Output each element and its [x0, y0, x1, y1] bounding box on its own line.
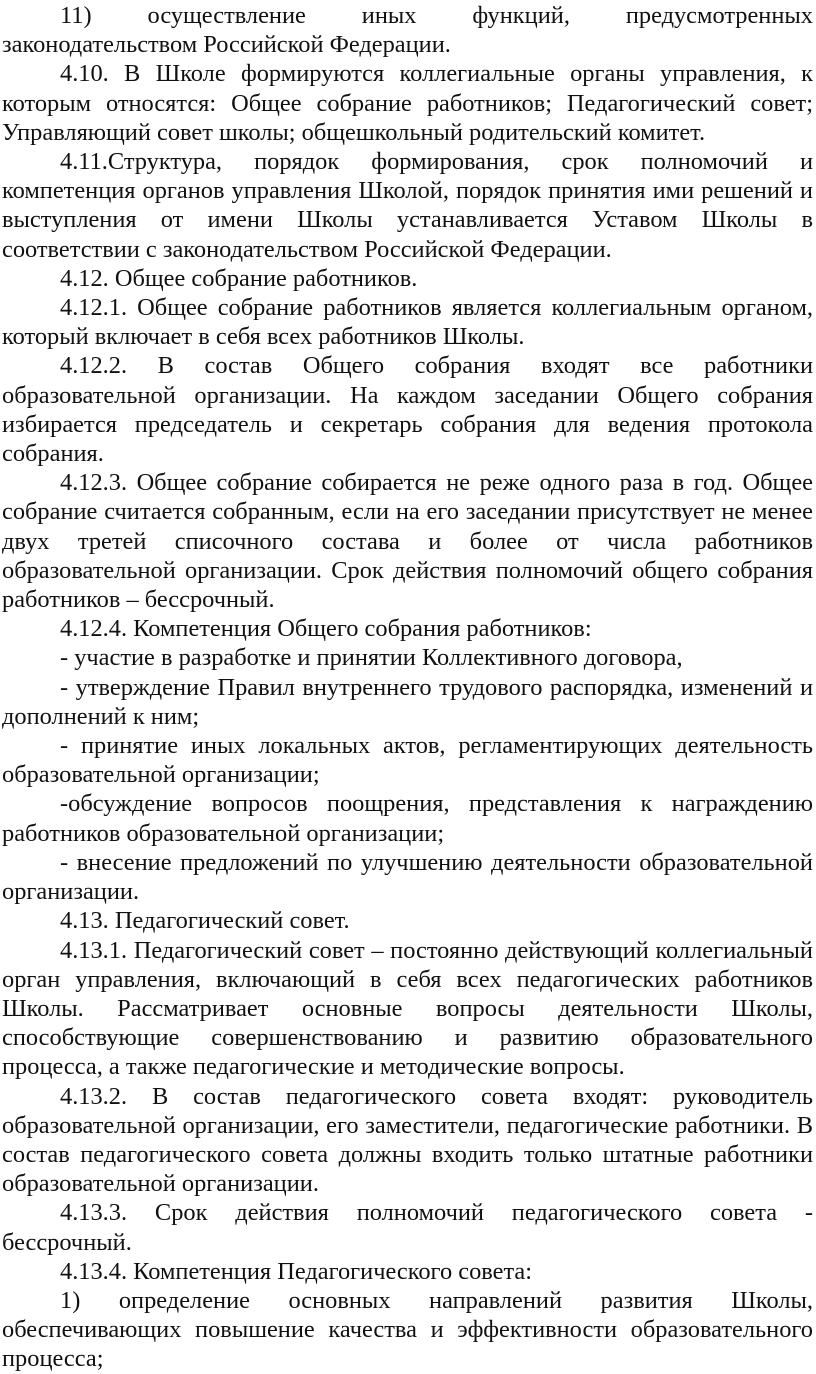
paragraph-4-13-1: 4.13.1. Педагогический совет – постоянно действующий коллегиальный орган управления, включающий в себя всех педагогических работников Школы. Рассматривает основные вопросы деятельности Школы, способствующие совершенствованию и развитию образовательного процесса, а также педагогические и методические вопросы.: [2, 936, 813, 1081]
section-heading-4-12: 4.12. Общее собрание работников.: [60, 264, 418, 292]
paragraph-4-12-4: 4.12.4. Компетенция Общего собрания работников:: [60, 615, 592, 643]
paragraph-4-12-2: 4.12.2. В состав Общего собрания входят все работники образовательной организации. На каждом заседании Общего собрания избирается председатель и секретарь собрания для ведения протокола собрания.: [2, 352, 813, 468]
list-item-rewards: -обсуждение вопросов поощрения, представления к награждению работников образовательной организации;: [2, 790, 813, 847]
paragraph-4-13-3: 4.13.3. Срок действия полномочий педагогического совета - бессрочный.: [2, 1199, 813, 1256]
list-item-local-acts: - принятие иных локальных актов, регламентирующих деятельность образовательной организации;: [2, 732, 813, 789]
list-item-internal-rules: - утверждение Правил внутреннего трудового распорядка, изменений и дополнений к ним;: [2, 673, 813, 730]
paragraph-4-11: 4.11.Структура, порядок формирования, срок полномочий и компетенция органов управления Школой, порядок принятия ими решений и выступления от имени Школы устанавливается Уставом Школы в соответствии с законодательством Российской Федерации.: [2, 148, 813, 263]
list-item-proposals: - внесение предложений по улучшению деятельности образовательной организации.: [2, 848, 813, 906]
list-item-development-directions: 1) определение основных направлений развития Школы, обеспечивающих повышение качества и эффективности образовательного процесса;: [2, 1286, 813, 1373]
paragraph-4-10: 4.10. В Школе формируются коллегиальные органы управления, к которым относятся: Общее собрание работников; Педагогический совет; Управляющий совет школы; общешкольный родительский комитет.: [2, 60, 813, 146]
paragraph-4-13-4: 4.13.4. Компетенция Педагогического совета:: [60, 1257, 533, 1285]
list-item-collective-agreement: - участие в разработке и принятии Коллективного договора,: [60, 644, 683, 672]
section-heading-4-13: 4.13. Педагогический совет.: [60, 907, 350, 935]
paragraph-4-12-1: 4.12.1. Общее собрание работников является коллегиальным органом, который включает в себя всех работников Школы.: [2, 294, 813, 351]
paragraph-item-11: 11) осуществление иных функций, предусмотренных законодательством Российской Федерации.: [2, 2, 813, 59]
paragraph-4-12-3: 4.12.3. Общее собрание собирается не реже одного раза в год. Общее собрание считается собранным, если на его заседании присутствует не менее двух третей списочного состава и более от числа работников образовательной организации. Срок действия полномочий общего собрания работников – бессрочный.: [2, 469, 813, 614]
paragraph-4-13-2: 4.13.2. В состав педагогического совета входят: руководитель образовательной организации, его заместители, педагогические работники. В состав педагогического совета должны входить только штатные работники образовательной организации.: [2, 1082, 813, 1198]
